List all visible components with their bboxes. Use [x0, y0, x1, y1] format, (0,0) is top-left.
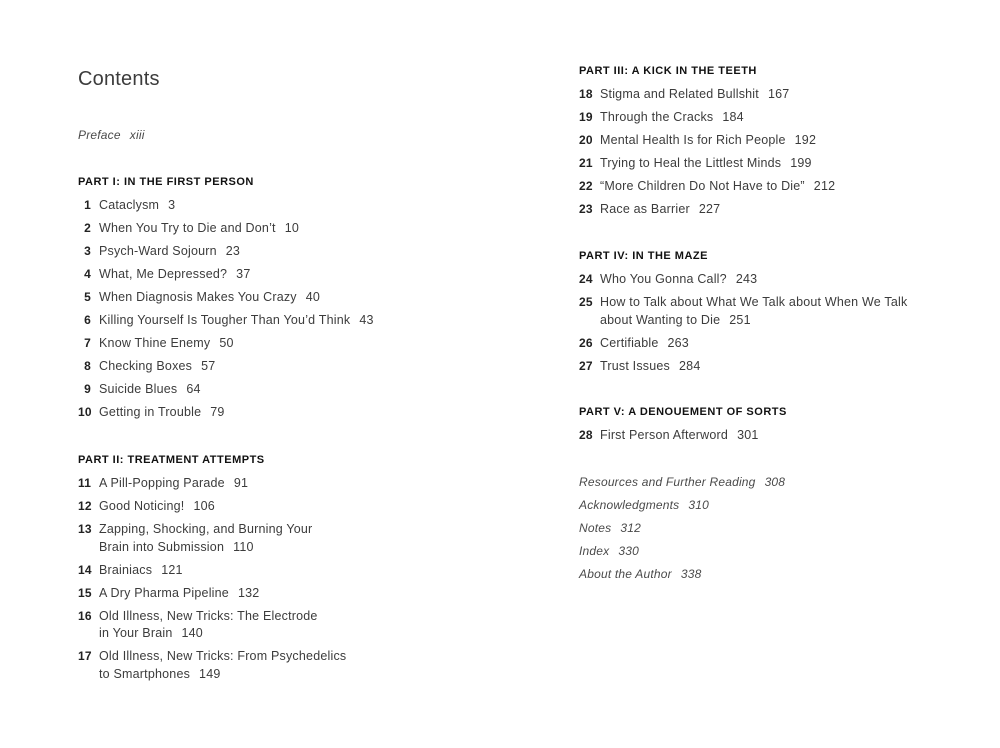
chapter-title-line [99, 666, 478, 684]
chapter-entry-7 [78, 335, 478, 353]
chapter-page-number: 243 [735, 272, 758, 286]
chapter-entry-23 [579, 201, 979, 219]
back-matter-index [579, 544, 639, 558]
back-matter-notes [579, 521, 641, 535]
chapter-page-number: 106 [193, 499, 215, 513]
chapter-page-number: 50 [219, 336, 234, 350]
chapter-page-number: 91 [233, 476, 249, 490]
chapter-entry-24 [579, 271, 979, 289]
chapter-title-text: A Dry Pharma Pipeline [99, 585, 229, 600]
preface-entry [78, 128, 145, 142]
chapter-title-text: Old Illness, New Tricks: The Electrode [99, 608, 318, 623]
chapter-page-number: 212 [813, 179, 836, 193]
back-matter-label: Acknowledgments [579, 498, 680, 512]
chapter-title-line [600, 109, 979, 127]
part-heading-1: PART I: IN THE FIRST PERSON [78, 176, 254, 188]
chapter-page-number: 23 [225, 244, 241, 258]
back-matter-label: About the Author [579, 567, 672, 581]
chapter-number: 14 [78, 562, 92, 577]
chapter-page-number: 57 [201, 359, 216, 373]
back-matter-page: 312 [620, 521, 641, 535]
chapter-number: 16 [78, 608, 92, 623]
chapter-title-text: Trying to Heal the Littlest Minds [600, 156, 782, 170]
chapter-title-line [99, 220, 478, 238]
chapter-entry-18 [579, 86, 979, 104]
chapter-title-line [99, 539, 478, 557]
chapter-entry-21 [579, 155, 979, 173]
chapter-entry-4 [78, 266, 478, 284]
chapter-page-number: 40 [305, 290, 321, 304]
chapter-entry-15 [78, 585, 478, 603]
chapter-page-number: 79 [210, 405, 225, 419]
chapter-title-text: Who You Gonna Call? [600, 272, 727, 286]
chapter-title-text: Brainiacs [99, 562, 153, 577]
chapter-title-line [99, 312, 478, 330]
back-matter-page: 308 [764, 475, 786, 489]
chapter-page-number: 132 [237, 585, 260, 600]
chapter-entry-16 [78, 608, 478, 643]
chapter-number: 23 [579, 202, 593, 216]
chapter-title-line [600, 427, 979, 445]
chapter-entry-3 [78, 243, 478, 261]
chapter-title-text: First Person Afterword [600, 428, 729, 442]
chapter-number: 4 [84, 267, 91, 281]
chapter-number: 6 [84, 313, 91, 327]
chapter-title-text: Old Illness, New Tricks: From Psychedelics [99, 649, 347, 663]
chapter-title-text: to Smartphones [99, 666, 191, 681]
chapter-title-text: Getting in Trouble [99, 405, 202, 419]
chapter-number: 17 [78, 649, 92, 663]
chapter-title-text: A Pill-Popping Parade [99, 476, 225, 490]
page-title: Contents [78, 68, 160, 90]
chapter-title-line [99, 562, 478, 580]
chapter-title-line [600, 201, 979, 219]
chapter-title-text: Cataclysm [99, 198, 160, 212]
chapter-title-line [99, 521, 478, 539]
chapter-number: 27 [579, 358, 593, 373]
chapter-entry-19 [579, 109, 979, 127]
chapter-title-line [99, 381, 478, 399]
back-matter-acknowledgments [579, 498, 709, 512]
chapter-entry-10 [78, 404, 478, 422]
chapter-number: 10 [78, 405, 92, 419]
chapter-title-text: Know Thine Enemy [99, 336, 211, 350]
chapter-title-text: “More Children Do Not Have to Die” [600, 179, 805, 193]
chapter-title-text: Brain into Submission [99, 539, 225, 554]
chapter-page-number: 43 [359, 313, 374, 327]
chapter-entry-13 [78, 521, 478, 556]
chapter-title-line [600, 358, 979, 376]
chapter-title-line [99, 243, 478, 261]
chapter-entry-17 [78, 648, 478, 683]
chapter-entry-6 [78, 312, 478, 330]
chapter-title-text: Checking Boxes [99, 359, 193, 373]
chapter-title-text: Good Noticing! [99, 499, 185, 513]
chapter-title-text: How to Talk about What We Talk about When We Talk [600, 295, 908, 309]
chapter-page-number: 199 [790, 156, 812, 170]
chapter-number: 18 [579, 87, 593, 101]
chapter-title-line [99, 498, 478, 516]
chapter-title-line [99, 585, 478, 603]
chapter-number: 19 [579, 110, 593, 124]
chapter-number: 2 [84, 221, 91, 235]
chapter-entry-11 [78, 475, 478, 493]
chapter-page-number: 184 [722, 110, 744, 124]
chapter-title-text: Trust Issues [600, 358, 671, 373]
chapter-title-text: What, Me Depressed? [99, 267, 228, 281]
chapter-title-line [99, 608, 478, 626]
chapter-page-number: 284 [679, 358, 701, 373]
chapter-number: 25 [579, 295, 593, 309]
preface-page: xiii [129, 128, 145, 142]
chapter-number: 20 [579, 133, 593, 147]
chapter-entry-20 [579, 132, 979, 150]
part-heading-2: PART II: TREATMENT ATTEMPTS [78, 454, 265, 466]
chapter-number: 15 [78, 585, 92, 600]
chapter-page-number: 149 [199, 666, 221, 681]
chapter-title-text: in Your Brain [99, 626, 173, 640]
chapter-title-text: When You Try to Die and Don’t [99, 221, 276, 235]
chapter-title-line [99, 358, 478, 376]
chapter-title-line [99, 335, 478, 353]
chapter-entry-28 [579, 427, 979, 445]
chapter-page-number: 251 [729, 312, 751, 327]
chapter-page-number: 301 [737, 428, 759, 442]
chapter-page-number: 192 [794, 133, 817, 147]
chapter-page-number: 121 [161, 562, 183, 577]
back-matter-label: Notes [579, 521, 612, 535]
part-heading-3: PART III: A KICK IN THE TEETH [579, 65, 757, 77]
chapter-entry-22 [579, 178, 979, 196]
chapter-title-text: When Diagnosis Makes You Crazy [99, 290, 297, 304]
chapter-page-number: 37 [236, 267, 251, 281]
chapter-number: 7 [84, 336, 91, 350]
chapter-title-line [99, 625, 478, 643]
chapter-title-text: Race as Barrier [600, 202, 690, 216]
back-matter-label: Resources and Further Reading [579, 475, 756, 489]
chapter-number: 21 [579, 156, 593, 170]
back-matter-page: 310 [688, 498, 710, 512]
chapter-entry-27 [579, 358, 979, 376]
chapter-number: 26 [579, 335, 593, 350]
chapter-title-text: Through the Cracks [600, 110, 714, 124]
chapter-title-line [600, 132, 979, 150]
chapter-number: 13 [78, 522, 92, 536]
chapter-number: 3 [84, 244, 91, 258]
chapter-number: 1 [84, 198, 91, 212]
chapter-title-line [99, 289, 478, 307]
chapter-entry-9 [78, 381, 478, 399]
chapter-number: 11 [78, 476, 92, 490]
chapter-number: 24 [579, 272, 593, 286]
back-matter-about-the-author [579, 567, 701, 581]
chapter-title-line [99, 197, 478, 215]
chapter-title-text: Stigma and Related Bullshit [600, 87, 759, 101]
chapter-title-text: about Wanting to Die [600, 312, 721, 327]
chapter-page-number: 263 [667, 335, 689, 350]
chapter-page-number: 140 [181, 626, 203, 640]
chapter-page-number: 227 [698, 202, 721, 216]
chapter-title-line [99, 404, 478, 422]
part-heading-5: PART V: A DENOUEMENT OF SORTS [579, 406, 787, 418]
part-heading-4: PART IV: IN THE MAZE [579, 250, 708, 262]
chapter-title-line [600, 155, 979, 173]
back-matter-resources-and-further-reading [579, 475, 785, 489]
chapter-title-line [99, 648, 478, 666]
back-matter-page: 338 [680, 567, 702, 581]
chapter-title-line [600, 312, 979, 330]
back-matter-page: 330 [618, 544, 639, 558]
chapter-title-text: Psych-Ward Sojourn [99, 244, 217, 258]
chapter-entry-8 [78, 358, 478, 376]
chapter-page-number: 3 [168, 198, 176, 212]
chapter-title-text: Zapping, Shocking, and Burning Your [99, 522, 313, 536]
chapter-page-number: 64 [186, 382, 201, 396]
chapter-entry-26 [579, 335, 979, 353]
chapter-entry-12 [78, 498, 478, 516]
chapter-title-text: Mental Health Is for Rich People [600, 133, 786, 147]
chapter-number: 28 [579, 428, 593, 442]
preface-label: Preface [78, 128, 121, 142]
chapter-entry-2 [78, 220, 478, 238]
chapter-number: 22 [579, 179, 593, 193]
chapter-page-number: 167 [767, 87, 790, 101]
back-matter-label: Index [579, 544, 610, 558]
chapter-number: 12 [78, 499, 92, 513]
chapter-title-line [600, 294, 979, 312]
chapter-entry-14 [78, 562, 478, 580]
chapter-title-line [99, 475, 478, 493]
chapter-title-line [600, 335, 979, 353]
chapter-title-text: Certifiable [600, 335, 659, 350]
chapter-entry-5 [78, 289, 478, 307]
chapter-title-line [99, 266, 478, 284]
chapter-number: 8 [84, 359, 91, 373]
chapter-entry-1 [78, 197, 478, 215]
chapter-number: 9 [84, 382, 91, 396]
chapter-title-line [600, 271, 979, 289]
chapter-title-text: Suicide Blues [99, 382, 178, 396]
chapter-title-line [600, 178, 979, 196]
chapter-number: 5 [84, 290, 91, 304]
chapter-entry-25 [579, 294, 979, 329]
chapter-page-number: 10 [284, 221, 300, 235]
chapter-title-text: Killing Yourself Is Tougher Than You’d Think [99, 313, 351, 327]
chapter-page-number: 110 [233, 539, 254, 554]
chapter-title-line [600, 86, 979, 104]
